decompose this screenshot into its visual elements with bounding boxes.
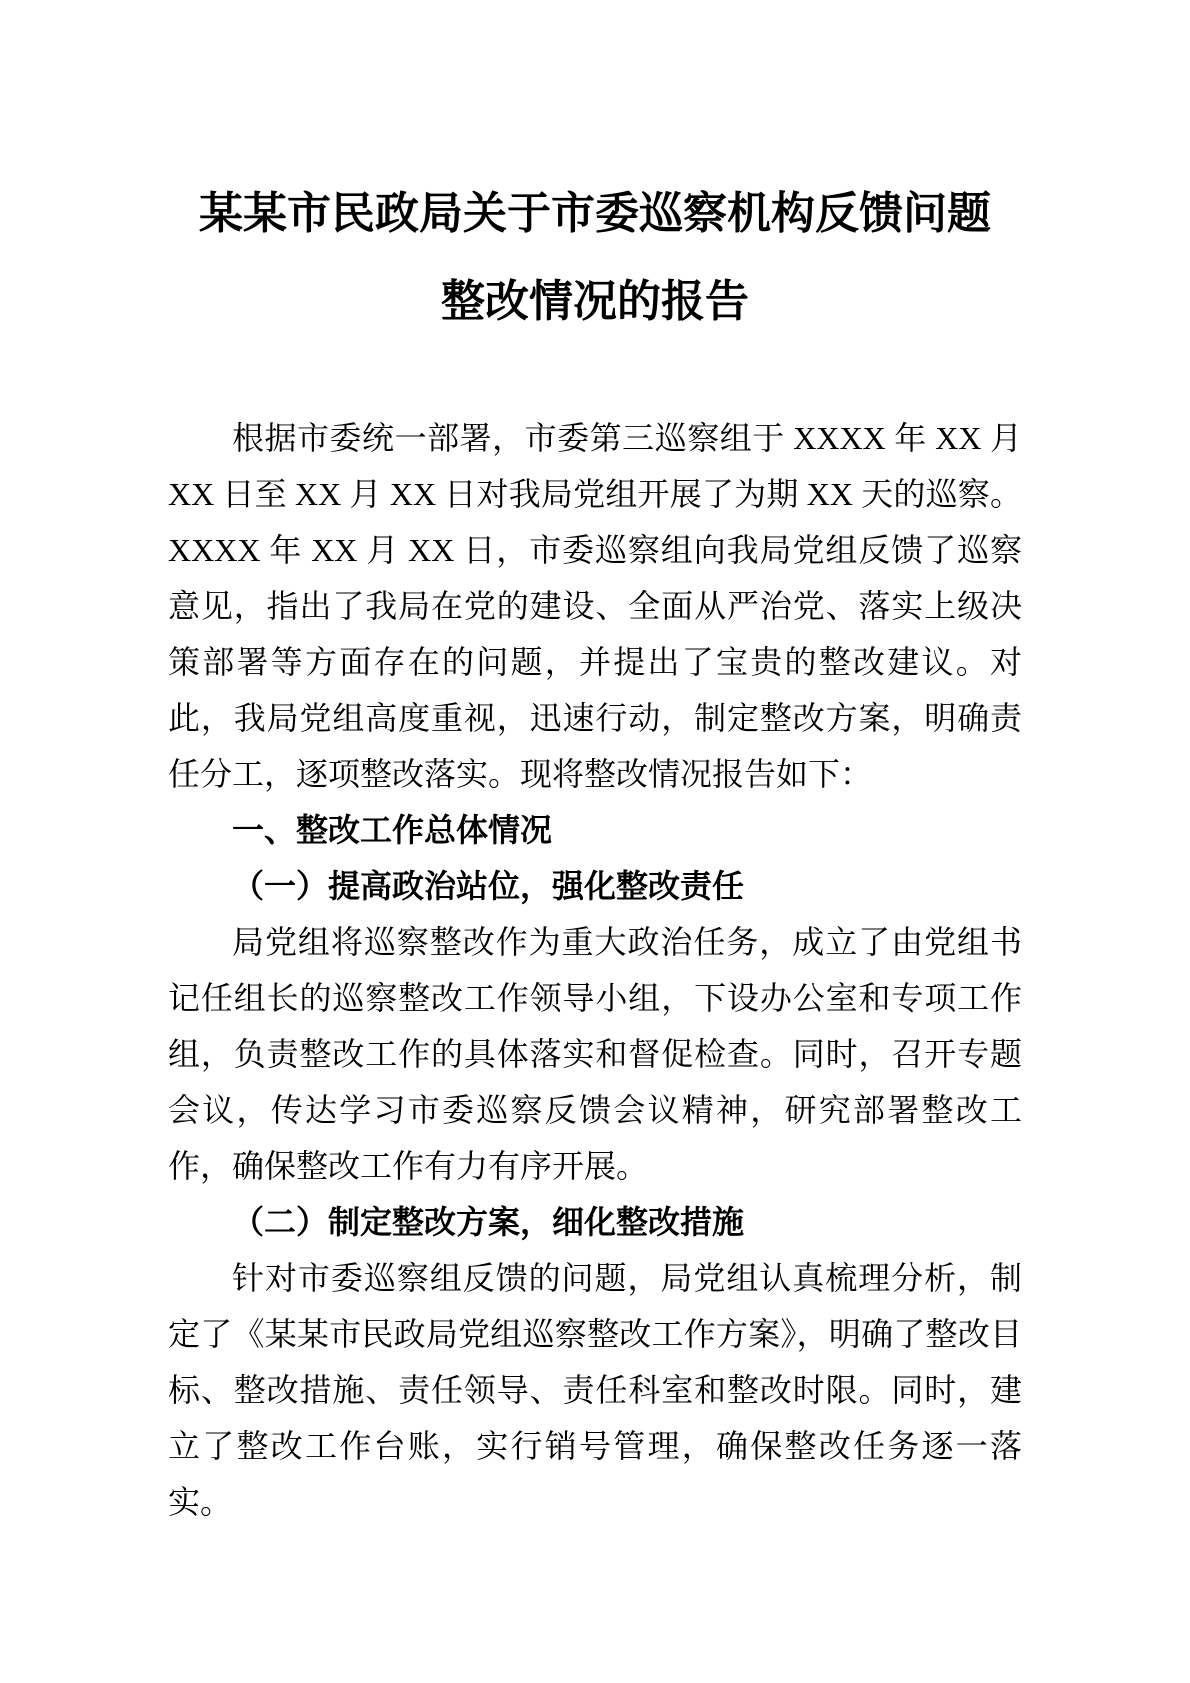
document-title-line-2: 整改情况的报告 <box>441 277 749 326</box>
intro-paragraph: 根据市委统一部署，市委第三巡察组于 XXXX 年 XX 月 XX 日至 XX 月 XX 日对我局党组开展了为期 XX 天的巡察。XXXX 年 XX 月 XX 日，市委巡察组向我局党组反馈了巡察意见，指出了我局在党的建设、全面从严治党、落实上级决策部署等方面存在的问题，并提出了宝贵的整改建议。对此，我局党组高度重视，迅速行动，制定整改方案，明确责任分工，逐项整改落实。现将整改情况报告如下： <box>168 420 1022 792</box>
subsection-1-1-heading: （一）提高政治站位，强化整改责任 <box>232 868 745 904</box>
subsection-1-2-paragraph: 针对市委巡察组反馈的问题，局党组认真梳理分析，制定了《某某市民政局党组巡察整改工作方案》，明确了整改目标、整改措施、责任领导、责任科室和整改时限。同时，建立了整改工作台账，实行销号管理，确保整改任务逐一落实。 <box>168 1260 1022 1520</box>
subsection-1-1-paragraph: 局党组将巡察整改作为重大政治任务，成立了由党组书记任组长的巡察整改工作领导小组，下设办公室和专项工作组，负责整改工作的具体落实和督促检查。同时，召开专题会议，传达学习市委巡察反馈会议精神，研究部署整改工作，确保整改工作有力有序开展。 <box>168 924 1022 1184</box>
section-1-heading: 一、整改工作总体情况 <box>232 812 553 848</box>
document-title-line-1: 某某市民政局关于市委巡察机构反馈问题 <box>199 189 991 238</box>
subsection-1-2-heading: （二）制定整改方案，细化整改措施 <box>232 1204 745 1240</box>
document-title <box>168 170 1022 346</box>
